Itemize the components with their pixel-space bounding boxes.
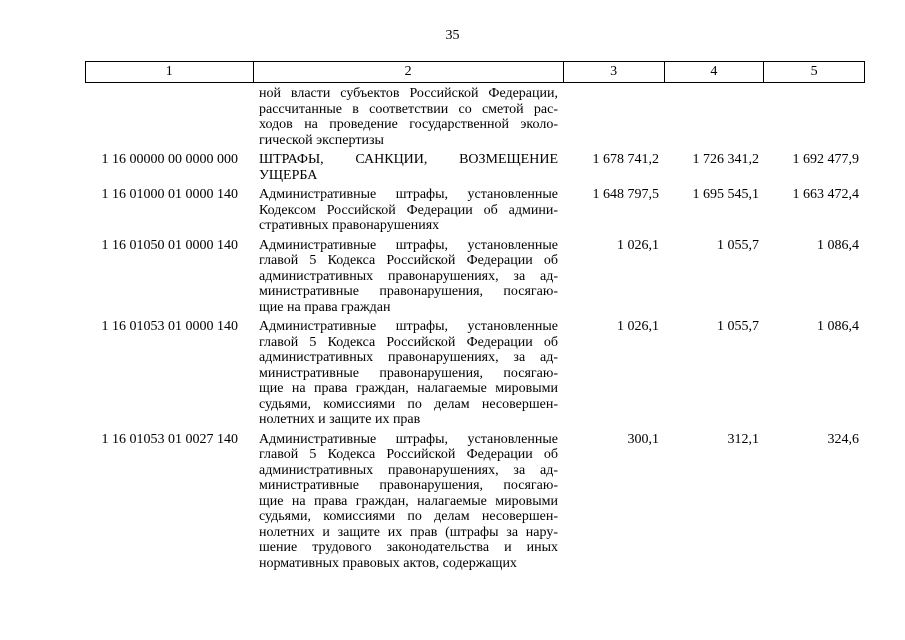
amount-col-3: 1 026,1 xyxy=(617,237,659,253)
amount-col-3: 300,1 xyxy=(627,431,659,447)
row-description xyxy=(253,152,564,183)
description-line: УЩЕРБА xyxy=(259,167,318,183)
budget-code: 1 16 01050 01 0000 140 xyxy=(101,237,238,253)
table-row xyxy=(85,86,865,148)
description-line: судьями, комиссиями по делам несовершен- xyxy=(259,396,558,412)
description-line: нормативных правовых актов, содержащих xyxy=(259,555,517,571)
row-description xyxy=(253,238,564,316)
description-line: гической экспертизы xyxy=(259,132,384,148)
description-line: Административные штрафы, установленные xyxy=(259,187,558,202)
table-body xyxy=(85,86,865,571)
budget-code: 1 16 01000 01 0000 140 xyxy=(101,187,238,202)
description-line: министративные правонарушения, посягаю- xyxy=(259,478,558,493)
amount-col-5: 1 086,4 xyxy=(817,237,859,253)
amount-col-4 xyxy=(665,86,765,148)
header-col-3: 3 xyxy=(564,62,665,82)
header-col-5: 5 xyxy=(810,64,818,79)
amount-col-4: 312,1 xyxy=(727,431,759,447)
header-col-2: 2 xyxy=(254,62,564,82)
description-line: административных правонарушениях, за ад- xyxy=(259,268,558,284)
table-row xyxy=(85,187,865,234)
amount-col-4: 1 055,7 xyxy=(717,237,759,253)
description-line: нолетних и защите их прав (штрафы за нару- xyxy=(259,524,558,540)
amount-col-4: 1 726 341,2 xyxy=(692,152,759,167)
description-line: щие на права граждан, налагаемые мировыми xyxy=(259,381,558,396)
row-description xyxy=(253,187,564,234)
description-line: министративные правонарушения, посягаю- xyxy=(259,284,558,299)
amount-col-3: 1 026,1 xyxy=(617,319,659,334)
description-line: главой 5 Кодекса Российской Федерации об xyxy=(259,334,558,350)
amount-col-4: 1 695 545,1 xyxy=(692,187,759,202)
table-row xyxy=(85,319,865,428)
amount-col-5: 324,6 xyxy=(827,431,859,447)
description-line: Административные штрафы, установленные xyxy=(259,431,558,447)
row-description xyxy=(253,319,564,428)
description-line: Кодексом Российской Федерации об админи- xyxy=(259,202,558,218)
table-row xyxy=(85,432,865,572)
description-line: судьями, комиссиями по делам несовершен- xyxy=(259,509,558,524)
description-line: щие на права граждан, налагаемые мировыми xyxy=(259,493,558,509)
row-description xyxy=(253,432,564,572)
description-line: Административные штрафы, установленные xyxy=(259,237,558,253)
budget-code: 1 16 00000 00 0000 000 xyxy=(101,152,238,167)
description-line: нолетних и защите их прав xyxy=(259,412,421,427)
table-header xyxy=(85,61,865,83)
budget-code: 1 16 01053 01 0000 140 xyxy=(101,319,238,334)
amount-col-5: 1 663 472,4 xyxy=(792,187,859,202)
description-line: Административные штрафы, установленные xyxy=(259,319,558,334)
amount-col-5 xyxy=(765,86,865,148)
amount-col-3 xyxy=(564,86,665,148)
amount-col-3: 1 678 741,2 xyxy=(592,152,659,167)
description-line: ШТРАФЫ, САНКЦИИ, ВОЗМЕЩЕНИЕ xyxy=(259,152,558,167)
description-line: ходов на проведение государственной эколо- xyxy=(259,117,558,132)
description-line: главой 5 Кодекса Российской Федерации об xyxy=(259,447,558,462)
header-col-4: 4 xyxy=(665,62,765,82)
description-line: главой 5 Кодекса Российской Федерации об xyxy=(259,253,558,268)
description-line: стративных правонарушениях xyxy=(259,218,440,233)
amount-col-5: 1 086,4 xyxy=(817,319,859,334)
budget-code xyxy=(85,86,253,148)
budget-code: 1 16 01053 01 0027 140 xyxy=(101,431,238,447)
amount-col-5: 1 692 477,9 xyxy=(792,152,859,167)
amount-col-4: 1 055,7 xyxy=(717,319,759,334)
description-line: ной власти субъектов Российской Федерации, xyxy=(259,86,558,101)
page-number: 35 xyxy=(445,28,460,43)
amount-col-3: 1 648 797,5 xyxy=(592,187,659,202)
row-description xyxy=(253,86,564,148)
table-row xyxy=(85,152,865,183)
description-line: рассчитанные в соответствии со сметой рас- xyxy=(259,101,558,117)
description-line: административных правонарушениях, за ад- xyxy=(259,462,558,478)
description-line: шение трудового законодательства и иных xyxy=(259,540,558,555)
description-line: министративные правонарушения, посягаю- xyxy=(259,365,558,381)
description-line: административных правонарушениях, за ад- xyxy=(259,350,558,365)
table-row xyxy=(85,238,865,316)
description-line: щие на права граждан xyxy=(259,299,391,315)
header-col-1: 1 xyxy=(86,62,254,82)
